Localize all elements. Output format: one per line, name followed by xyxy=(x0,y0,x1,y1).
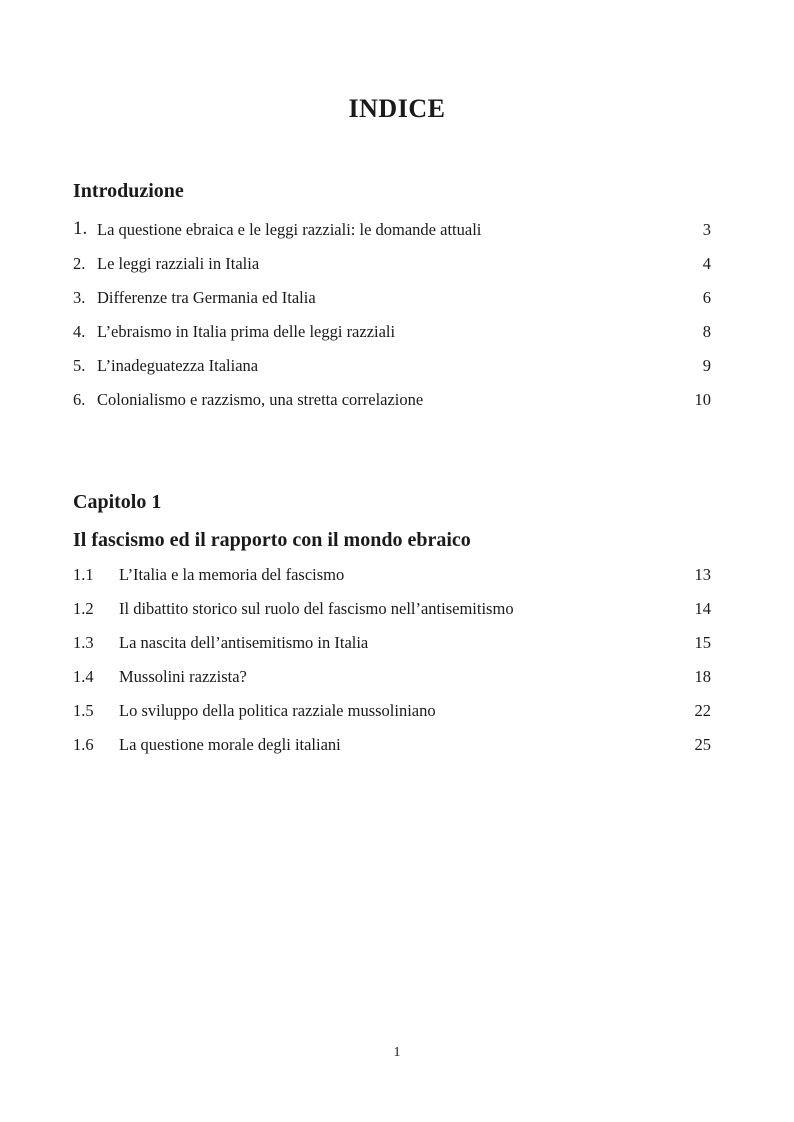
toc-entry-page: 4 xyxy=(702,254,711,273)
toc-entry xyxy=(73,701,711,725)
toc-entry-page: 13 xyxy=(694,565,711,584)
toc-entry-number: 1.1 xyxy=(73,565,94,584)
toc-entry-number: 1. xyxy=(73,218,88,239)
chapter-subheading: Il fascismo ed il rapporto con il mondo ebraico xyxy=(73,529,471,551)
toc-entry-number: 1.2 xyxy=(73,599,94,618)
toc-entry-text: Le leggi razziali in Italia xyxy=(97,254,260,273)
toc-entry xyxy=(73,565,711,589)
page-number: 1 xyxy=(393,1045,401,1060)
toc-entry-text: Il dibattito storico sul ruolo del fascismo nell’antisemitismo xyxy=(119,599,514,618)
toc-entry-text: La questione morale degli italiani xyxy=(119,735,341,754)
toc-entry-text: Differenze tra Germania ed Italia xyxy=(97,288,316,307)
toc-entry-number: 2. xyxy=(73,254,86,273)
toc-entry-number: 6. xyxy=(73,390,86,409)
toc-entry-text: L’Italia e la memoria del fascismo xyxy=(119,565,345,584)
toc-entry-text: L’inadeguatezza Italiana xyxy=(97,356,259,375)
toc-entry-page: 15 xyxy=(694,633,711,652)
toc-entry xyxy=(73,735,711,759)
toc-entry-page: 9 xyxy=(702,356,711,375)
toc-entry-number: 4. xyxy=(73,322,86,341)
toc-entry-page: 18 xyxy=(694,667,711,686)
toc-entry-number: 3. xyxy=(73,288,86,307)
toc-entry xyxy=(73,390,711,414)
toc-entry-page: 3 xyxy=(702,220,711,239)
toc-entry xyxy=(73,288,711,312)
toc-entry-text: La questione ebraica e le leggi razziali: le domande attuali xyxy=(97,220,482,239)
section-heading-introduzione: Introduzione xyxy=(73,180,184,202)
toc-entry xyxy=(73,254,711,278)
toc-entry-text: Lo sviluppo della politica razziale mussoliniano xyxy=(119,701,436,720)
toc-entry-page: 14 xyxy=(694,599,711,618)
toc-entry-text: La nascita dell’antisemitismo in Italia xyxy=(119,633,369,652)
toc-entry-page: 8 xyxy=(702,322,711,341)
toc-entry-page: 25 xyxy=(694,735,711,754)
toc-entry-number: 1.4 xyxy=(73,667,94,686)
toc-entry-number: 1.6 xyxy=(73,735,94,754)
chapter-heading: Capitolo 1 xyxy=(73,491,162,513)
toc-entry xyxy=(73,220,711,244)
page-title: INDICE xyxy=(348,94,446,123)
toc-entry-number: 1.5 xyxy=(73,701,94,720)
toc-entry xyxy=(73,322,711,346)
toc-entry xyxy=(73,667,711,691)
toc-entry-number: 1.3 xyxy=(73,633,94,652)
toc-entry-text: L’ebraismo in Italia prima delle leggi razziali xyxy=(97,322,396,341)
toc-entry xyxy=(73,633,711,657)
toc-entry-page: 10 xyxy=(694,390,711,409)
toc-entry-text: Mussolini razzista? xyxy=(119,667,247,686)
toc-entry-page: 22 xyxy=(694,701,711,720)
toc-entry xyxy=(73,599,711,623)
toc-entry xyxy=(73,356,711,380)
toc-entry-text: Colonialismo e razzismo, una stretta correlazione xyxy=(97,390,424,409)
toc-entry-page: 6 xyxy=(702,288,711,307)
toc-entry-number: 5. xyxy=(73,356,86,375)
